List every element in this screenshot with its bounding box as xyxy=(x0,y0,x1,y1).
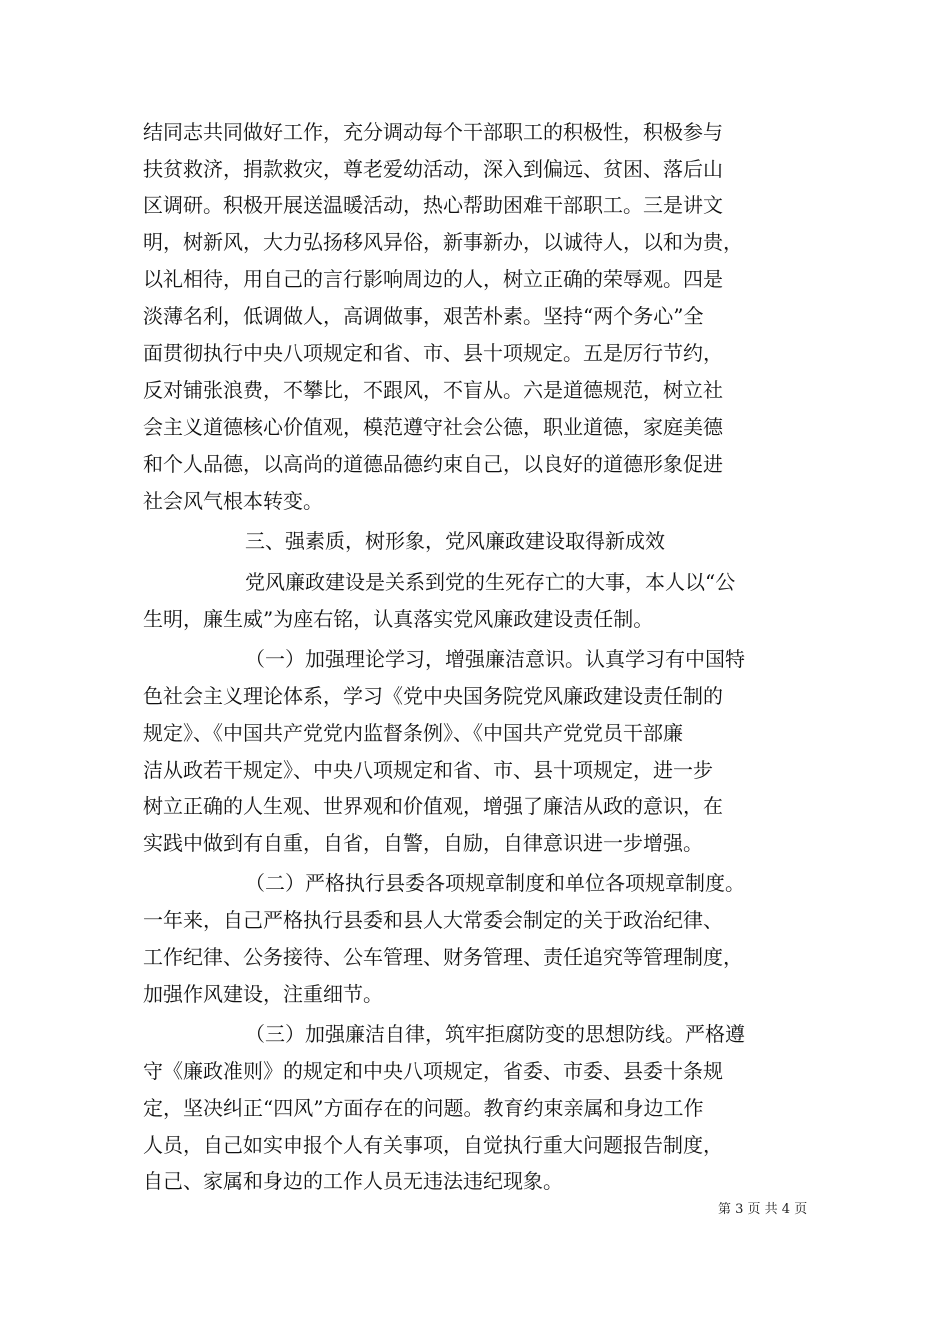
paragraph-line: 反对铺张浪费，不攀比，不跟风，不盲从。六是道德规范，树立社 xyxy=(143,378,723,402)
paragraph-line: 树立正确的人生观、世界观和价值观，增强了廉洁从政的意识，在 xyxy=(143,794,723,818)
page-number-footer: 第 3 页 共 4 页 xyxy=(718,1202,808,1217)
paragraph-line: 扶贫救济，捐款救灾，尊老爱幼活动，深入到偏远、贫困、落后山 xyxy=(143,157,723,181)
paragraph-line: 工作纪律、公务接待、公车管理、财务管理、责任追究等管理制度， xyxy=(143,945,743,969)
subsection-line: （二）严格执行县委各项规章制度和单位各项规章制度。 xyxy=(245,871,745,895)
paragraph-line: 洁从政若干规定》、中央八项规定和省、市、县十项规定，进一步 xyxy=(143,758,713,782)
paragraph-line: 自己、家属和身边的工作人员无违法违纪现象。 xyxy=(143,1169,563,1193)
paragraph-line: 生明，廉生威”为座右铭，认真落实党风廉政建设责任制。 xyxy=(143,607,654,631)
paragraph-line: 社会风气根本转变。 xyxy=(143,489,323,513)
section-heading: 三、强素质，树形象，党风廉政建设取得新成效 xyxy=(245,529,665,553)
paragraph-line: 加强作风建设，注重细节。 xyxy=(143,982,383,1006)
paragraph-line: 人员，自己如实申报个人有关事项，自觉执行重大问题报告制度， xyxy=(143,1133,723,1157)
subsection-line: （一）加强理论学习，增强廉洁意识。认真学习有中国特 xyxy=(245,647,745,671)
paragraph-line: 实践中做到有自重，自省，自警，自励，自律意识进一步增强。 xyxy=(143,831,703,855)
paragraph-line: 区调研。积极开展送温暖活动，热心帮助困难干部职工。三是讲文 xyxy=(143,193,723,217)
paragraph-line: 定，坚决纠正“四风”方面存在的问题。教育约束亲属和身边工作 xyxy=(143,1096,704,1120)
paragraph-line: 以礼相待，用自己的言行影响周边的人，树立正确的荣辱观。四是 xyxy=(143,267,723,291)
paragraph-line: 党风廉政建设是关系到党的生死存亡的大事，本人以“公 xyxy=(245,570,736,594)
subsection-line: （三）加强廉洁自律，筑牢拒腐防变的思想防线。严格遵 xyxy=(245,1022,745,1046)
paragraph-line: 和个人品德，以高尚的道德品德约束自己，以良好的道德形象促进 xyxy=(143,452,723,476)
paragraph-line: 结同志共同做好工作，充分调动每个干部职工的积极性，积极参与 xyxy=(143,120,723,144)
paragraph-line: 一年来，自己严格执行县委和县人大常委会制定的关于政治纪律、 xyxy=(143,908,723,932)
paragraph-line: 会主义道德核心价值观，模范遵守社会公德，职业道德，家庭美德 xyxy=(143,415,723,439)
paragraph-line: 明，树新风，大力弘扬移风异俗，新事新办，以诚待人，以和为贵， xyxy=(143,230,743,254)
paragraph-line: 规定》、《中国共产党党内监督条例》、《中国共产党党员干部廉 xyxy=(143,721,683,745)
paragraph-line: 守《廉政准则》的规定和中央八项规定，省委、市委、县委十条规 xyxy=(143,1059,723,1083)
paragraph-line: 色社会主义理论体系，学习《党中央国务院党风廉政建设责任制的 xyxy=(143,684,723,708)
paragraph-line: 淡薄名利，低调做人，高调做事，艰苦朴素。坚持“两个务心”全 xyxy=(143,304,704,328)
paragraph-line: 面贯彻执行中央八项规定和省、市、县十项规定。五是厉行节约， xyxy=(143,341,723,365)
